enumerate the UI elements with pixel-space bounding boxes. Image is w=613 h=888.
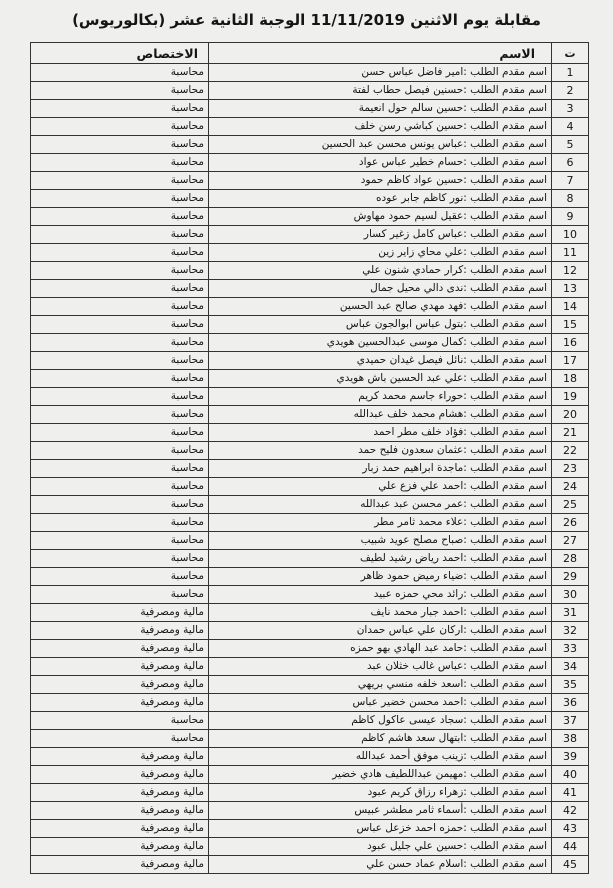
row-number: 19 [552,388,589,406]
row-number: 15 [552,316,589,334]
row-number: 5 [552,136,589,154]
table-row [31,460,589,478]
specialization: مالية ومصرفية [31,640,209,658]
applicant-name: اسم مقدم الطلب :نائل فيصل غيدان حميدي [209,352,552,370]
table-row [31,154,589,172]
table-row [31,622,589,640]
table-row [31,424,589,442]
row-number: 38 [552,730,589,748]
specialization: مالية ومصرفية [31,676,209,694]
table-row [31,316,589,334]
table-row [31,406,589,424]
table-row [31,640,589,658]
row-number: 11 [552,244,589,262]
specialization: محاسبة [31,388,209,406]
applicant-name: اسم مقدم الطلب :بتول عباس ابوالجون عباس [209,316,552,334]
applicant-name: اسم مقدم الطلب :حامد عبد الهادي بهو حمزه [209,640,552,658]
applicant-name: اسم مقدم الطلب :ندى دالي محيل جمال [209,280,552,298]
specialization: مالية ومصرفية [31,694,209,712]
specialization: مالية ومصرفية [31,604,209,622]
table-row [31,586,589,604]
row-number: 28 [552,550,589,568]
table-row [31,82,589,100]
specialization: محاسبة [31,208,209,226]
table-row [31,712,589,730]
row-number: 45 [552,856,589,874]
row-number: 26 [552,514,589,532]
specialization: محاسبة [31,568,209,586]
row-number: 12 [552,262,589,280]
applicant-name: اسم مقدم الطلب :حمزه احمد خزعل عباس [209,820,552,838]
specialization: محاسبة [31,82,209,100]
applicant-name: اسم مقدم الطلب :احمد محسن خضير عباس [209,694,552,712]
table-row [31,388,589,406]
specialization: محاسبة [31,424,209,442]
row-number: 43 [552,820,589,838]
specialization: محاسبة [31,406,209,424]
table-row [31,100,589,118]
specialization: محاسبة [31,442,209,460]
applicant-name: اسم مقدم الطلب :عباس غالب خثلان عبد [209,658,552,676]
row-number: 8 [552,190,589,208]
row-number: 36 [552,694,589,712]
applicant-name: اسم مقدم الطلب :احمد جبار محمد نايف [209,604,552,622]
row-number: 13 [552,280,589,298]
row-number: 17 [552,352,589,370]
specialization: محاسبة [31,280,209,298]
table-row [31,172,589,190]
row-number: 32 [552,622,589,640]
specialization: مالية ومصرفية [31,784,209,802]
row-number: 21 [552,424,589,442]
applicant-name: اسم مقدم الطلب :حسام خطير عباس عواد [209,154,552,172]
row-number: 24 [552,478,589,496]
specialization: محاسبة [31,172,209,190]
specialization: محاسبة [31,586,209,604]
table-row [31,820,589,838]
table-row [31,226,589,244]
row-number: 39 [552,748,589,766]
applicant-name: اسم مقدم الطلب :فؤاد خلف مطر احمد [209,424,552,442]
applicant-name: اسم مقدم الطلب :ابتهال سعد هاشم كاظم [209,730,552,748]
header-number: ت [552,43,589,64]
specialization: مالية ومصرفية [31,658,209,676]
applicant-name: اسم مقدم الطلب :اسلام عماد حسن علي [209,856,552,874]
specialization: محاسبة [31,64,209,82]
table-row [31,370,589,388]
row-number: 22 [552,442,589,460]
table-row [31,478,589,496]
applicant-name: اسم مقدم الطلب :امير فاضل عباس حسن [209,64,552,82]
row-number: 41 [552,784,589,802]
specialization: محاسبة [31,154,209,172]
applicant-name: اسم مقدم الطلب :أسماء ثامر مطشر عبيس [209,802,552,820]
row-number: 1 [552,64,589,82]
applicants-table [30,42,589,874]
table-row [31,262,589,280]
table-row [31,64,589,82]
applicant-name: اسم مقدم الطلب :رائد محي حمزه عبيد [209,586,552,604]
table-row [31,532,589,550]
table-row [31,694,589,712]
table-header-row [31,43,589,64]
specialization: محاسبة [31,496,209,514]
applicant-name: اسم مقدم الطلب :عباس يونس محسن عبد الحسين [209,136,552,154]
row-number: 23 [552,460,589,478]
applicant-name: اسم مقدم الطلب :ضياء رميض حمود ظاهر [209,568,552,586]
applicant-name: اسم مقدم الطلب :عباس كامل زغير كسار [209,226,552,244]
specialization: مالية ومصرفية [31,766,209,784]
specialization: محاسبة [31,244,209,262]
specialization: محاسبة [31,514,209,532]
table-row [31,730,589,748]
row-number: 14 [552,298,589,316]
table-row [31,190,589,208]
table-row [31,604,589,622]
row-number: 4 [552,118,589,136]
specialization: محاسبة [31,226,209,244]
applicant-name: اسم مقدم الطلب :مهيمن عبداللطيف هادي خضير [209,766,552,784]
specialization: محاسبة [31,136,209,154]
applicant-name: اسم مقدم الطلب :زينب موفق أحمد عبدالله [209,748,552,766]
row-number: 9 [552,208,589,226]
table-row [31,298,589,316]
header-name: الاسم [209,43,552,64]
table-row [31,514,589,532]
table-row [31,550,589,568]
applicant-name: اسم مقدم الطلب :نور كاظم جابر عوده [209,190,552,208]
row-number: 29 [552,568,589,586]
applicant-name: اسم مقدم الطلب :عثمان سعدون فليح حمد [209,442,552,460]
specialization: محاسبة [31,190,209,208]
table-row [31,136,589,154]
row-number: 3 [552,100,589,118]
specialization: محاسبة [31,352,209,370]
specialization: محاسبة [31,532,209,550]
header-specialization: الاختصاص [31,43,209,64]
table-row [31,568,589,586]
specialization: مالية ومصرفية [31,820,209,838]
table-row [31,496,589,514]
table-row [31,334,589,352]
specialization: محاسبة [31,370,209,388]
applicant-name: اسم مقدم الطلب :كرار حمادي شنون علي [209,262,552,280]
row-number: 20 [552,406,589,424]
applicant-name: اسم مقدم الطلب :ماجدة ابراهيم حمد زبار [209,460,552,478]
row-number: 33 [552,640,589,658]
applicant-name: اسم مقدم الطلب :اسعد خلفه منسي بريهي [209,676,552,694]
specialization: مالية ومصرفية [31,802,209,820]
table-row [31,784,589,802]
specialization: مالية ومصرفية [31,838,209,856]
specialization: محاسبة [31,712,209,730]
table-row [31,352,589,370]
row-number: 44 [552,838,589,856]
specialization: محاسبة [31,316,209,334]
applicant-name: اسم مقدم الطلب :عمر محسن عبد عبدالله [209,496,552,514]
applicant-name: اسم مقدم الطلب :حسين علي جليل عبود [209,838,552,856]
applicant-name: اسم مقدم الطلب :احمد علي فزع علي [209,478,552,496]
specialization: مالية ومصرفية [31,622,209,640]
applicant-name: اسم مقدم الطلب :سجاد عيسى عاكول كاظم [209,712,552,730]
applicant-name: اسم مقدم الطلب :فهد مهدي صالح عبد الحسين [209,298,552,316]
row-number: 35 [552,676,589,694]
specialization: محاسبة [31,730,209,748]
specialization: محاسبة [31,118,209,136]
applicant-name: اسم مقدم الطلب :اركان علي عباس حمدان [209,622,552,640]
table-row [31,208,589,226]
row-number: 27 [552,532,589,550]
table-row [31,244,589,262]
applicant-name: اسم مقدم الطلب :حسين عواد كاظم حمود [209,172,552,190]
specialization: محاسبة [31,334,209,352]
applicant-name: اسم مقدم الطلب :حسنين فيصل حطاب لفتة [209,82,552,100]
row-number: 6 [552,154,589,172]
row-number: 37 [552,712,589,730]
table-row [31,838,589,856]
applicant-name: اسم مقدم الطلب :هشام محمد خلف عبدالله [209,406,552,424]
applicant-name: اسم مقدم الطلب :عقيل لسيم حمود مهاوش [209,208,552,226]
row-number: 42 [552,802,589,820]
applicant-name: اسم مقدم الطلب :صباح مصلح عويد شبيب [209,532,552,550]
row-number: 7 [552,172,589,190]
table-row [31,802,589,820]
applicant-name: اسم مقدم الطلب :علي عبد الحسين باش هويدي [209,370,552,388]
row-number: 34 [552,658,589,676]
row-number: 30 [552,586,589,604]
applicant-name: اسم مقدم الطلب :زهراء رزاق كريم عبود [209,784,552,802]
applicant-name: اسم مقدم الطلب :احمد رياض رشيد لطيف [209,550,552,568]
table-row [31,442,589,460]
table-row [31,280,589,298]
row-number: 18 [552,370,589,388]
table-row [31,676,589,694]
table-row [31,118,589,136]
page-title: مقابلة يوم الاثنين 11/11/2019 الوجبة الثانية عشر (بكالوريوس) [72,11,541,29]
applicant-name: اسم مقدم الطلب :علي محاي زاير زين [209,244,552,262]
table-row [31,856,589,874]
applicant-name: اسم مقدم الطلب :علاء محمد ثامر مطر [209,514,552,532]
row-number: 2 [552,82,589,100]
row-number: 16 [552,334,589,352]
specialization: محاسبة [31,100,209,118]
table-body [31,64,589,874]
specialization: محاسبة [31,478,209,496]
table-row [31,748,589,766]
applicant-name: اسم مقدم الطلب :حسين سالم حول انعيمة [209,100,552,118]
row-number: 25 [552,496,589,514]
specialization: مالية ومصرفية [31,856,209,874]
table-row [31,658,589,676]
applicant-name: اسم مقدم الطلب :حوراء جاسم محمد كريم [209,388,552,406]
table-row [31,766,589,784]
specialization: محاسبة [31,262,209,280]
specialization: محاسبة [31,460,209,478]
specialization: محاسبة [31,550,209,568]
applicant-name: اسم مقدم الطلب :حسين كباشي رسن خلف [209,118,552,136]
specialization: محاسبة [31,298,209,316]
row-number: 40 [552,766,589,784]
row-number: 10 [552,226,589,244]
applicant-name: اسم مقدم الطلب :كمال موسى عبدالحسين هويدي [209,334,552,352]
row-number: 31 [552,604,589,622]
specialization: مالية ومصرفية [31,748,209,766]
